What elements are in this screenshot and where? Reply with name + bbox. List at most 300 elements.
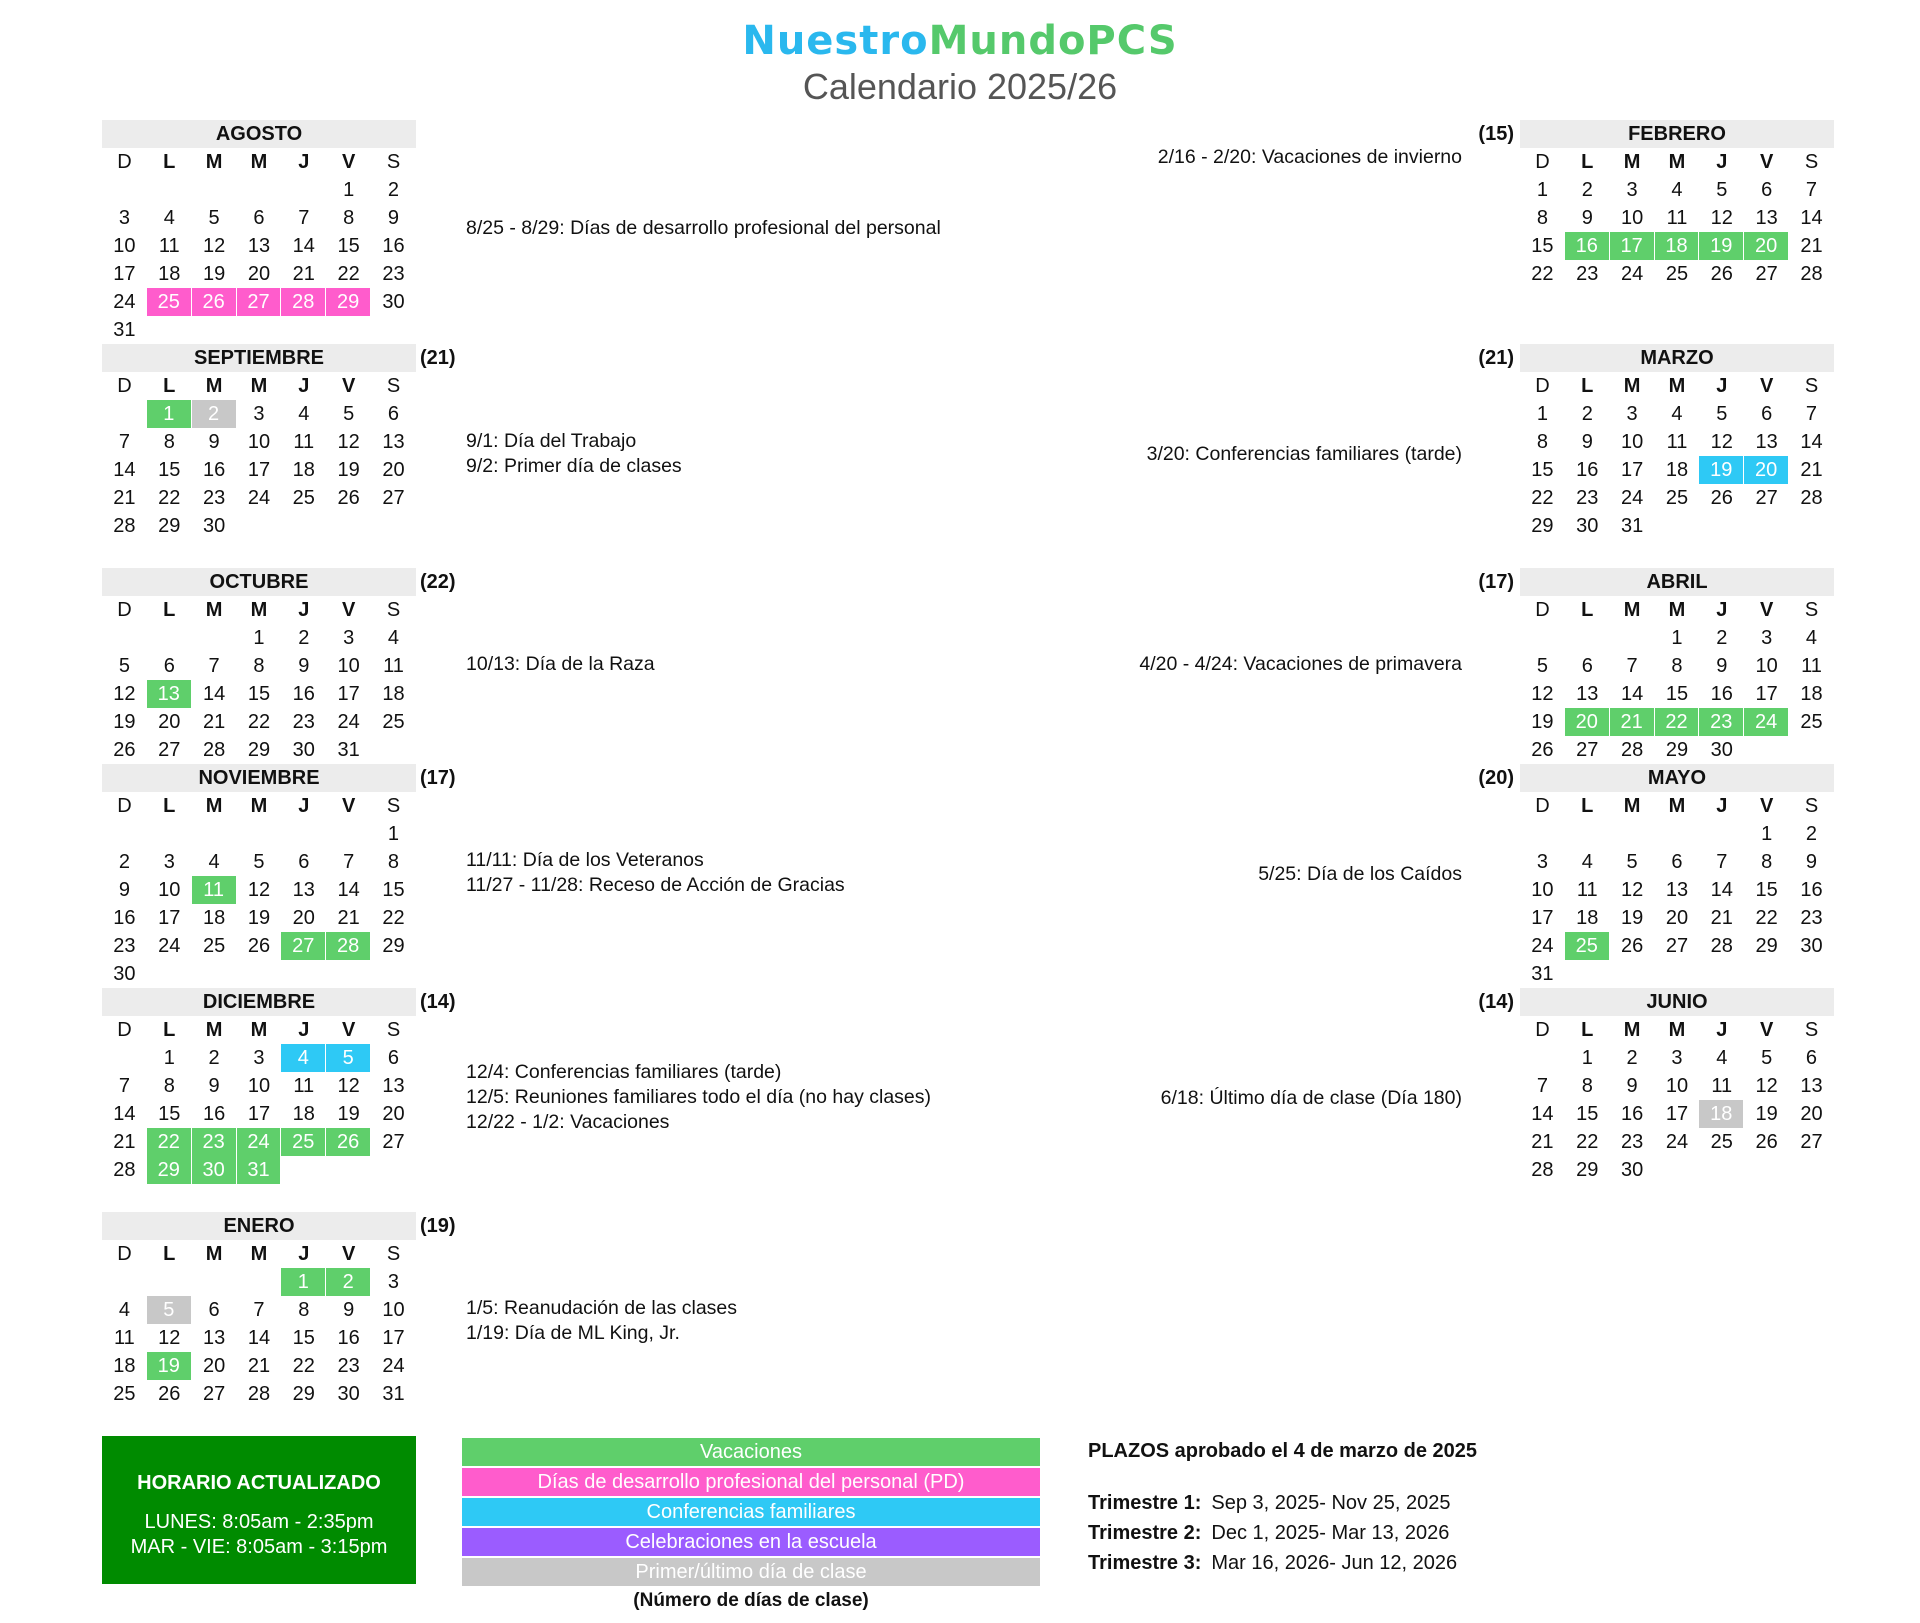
day-cell: 2 [118, 851, 130, 873]
day-cell [1655, 820, 1700, 848]
event-note: 12/5: Reuniones familiares todo el día (no hay clases) [466, 1086, 932, 1108]
day-cell: 8 [1536, 431, 1548, 453]
term-row [1088, 1518, 1477, 1548]
day-cell: 27 [281, 932, 326, 960]
day-cell: 22 [158, 487, 181, 509]
day-cell: 30 [113, 963, 136, 985]
day-cell: 30 [1710, 739, 1733, 761]
week-row [1520, 848, 1834, 876]
day-cell [1655, 512, 1700, 540]
day-cell: 10 [247, 1075, 271, 1097]
week-row [102, 1044, 416, 1072]
day-cell [1610, 820, 1655, 848]
day-cell: 23 [1576, 263, 1599, 285]
day-cell: 9 [387, 207, 400, 229]
day-cell: 10 [1620, 431, 1644, 453]
legend-vacations: Vacaciones [462, 1438, 1040, 1466]
day-cell: 3 [163, 851, 175, 873]
day-cell: 24 [382, 1355, 405, 1377]
week-row [102, 652, 416, 680]
day-cell: 25 [113, 1383, 136, 1405]
day-cell: 13 [292, 879, 315, 901]
day-cell: 4 [1716, 1047, 1728, 1069]
day-cell: 12 [1710, 431, 1733, 453]
notes-septiembre [466, 429, 682, 479]
day-cell: 1 [163, 1047, 175, 1069]
weekday-label: M [1623, 375, 1641, 397]
day-cell: 16 [292, 683, 315, 705]
day-cell [281, 316, 326, 344]
day-cell: 20 [382, 1103, 405, 1125]
week-row [102, 176, 416, 204]
weekday-label: D [1535, 599, 1550, 621]
day-cell: 27 [202, 1383, 226, 1405]
day-cell: 28 [1710, 935, 1733, 957]
day-cell [326, 960, 371, 988]
day-cell [102, 624, 147, 652]
weekday-label: J [1716, 599, 1728, 621]
day-cell [192, 1268, 237, 1296]
day-cell: 14 [1710, 879, 1733, 901]
legend-pd-days: Días de desarrollo profesional del personal (PD) [462, 1468, 1040, 1496]
day-cell: 20 [1800, 1103, 1823, 1125]
day-cell: 4 [1805, 627, 1818, 649]
day-cell [147, 176, 192, 204]
weekday-label: J [1716, 795, 1728, 817]
day-cell: 14 [113, 1103, 136, 1125]
weekday-label: V [1759, 1019, 1774, 1041]
school-day-count: (22) [420, 571, 456, 593]
school-day-count: (20) [1478, 767, 1514, 789]
day-cell: 25 [1800, 711, 1823, 733]
weekday-label: M [1623, 151, 1641, 173]
event-note: 10/13: Día de la Raza [466, 653, 655, 675]
school-day-count: (15) [1478, 123, 1514, 145]
day-cell: 19 [1531, 711, 1554, 733]
term-row [1088, 1548, 1477, 1578]
month-header: JUNIO [1520, 988, 1834, 1016]
day-cell: 1 [1536, 179, 1548, 201]
day-cell: 7 [208, 655, 220, 677]
day-cell: 22 [382, 907, 405, 929]
day-cell: 13 [147, 680, 192, 708]
week-row [102, 1072, 416, 1100]
day-cell: 30 [292, 739, 315, 761]
day-cell: 13 [1755, 207, 1778, 229]
day-cell [326, 512, 371, 540]
day-cell [102, 820, 147, 848]
event-note: 11/11: Día de los Veteranos [466, 849, 704, 871]
week-row [1520, 932, 1834, 960]
day-cell: 6 [1671, 851, 1683, 873]
day-cell [326, 1156, 371, 1184]
day-cell: 17 [1531, 907, 1554, 929]
day-cell: 8 [163, 431, 175, 453]
notes-noviembre [466, 848, 845, 898]
day-cell: 19 [1620, 907, 1644, 929]
day-cell [147, 316, 192, 344]
week-row [102, 960, 416, 988]
week-row [102, 260, 416, 288]
day-cell: 4 [208, 851, 220, 873]
weekday-row [102, 1240, 416, 1268]
weekday-row [102, 1016, 416, 1044]
day-cell: 12 [337, 431, 360, 453]
week-row [102, 400, 416, 428]
day-cell: 5 [326, 1044, 371, 1072]
day-cell: 25 [1665, 263, 1689, 285]
day-cell: 8 [1536, 207, 1548, 229]
day-cell: 24 [158, 935, 181, 957]
day-cell: 15 [292, 1327, 315, 1349]
day-cell: 23 [292, 711, 315, 733]
day-cell: 30 [1576, 515, 1599, 537]
week-row [1520, 1044, 1834, 1072]
week-row [1520, 624, 1834, 652]
day-cell: 13 [1755, 431, 1778, 453]
day-cell: 18 [113, 1355, 136, 1377]
day-cell: 26 [1710, 263, 1733, 285]
week-row [1520, 876, 1834, 904]
month-header: AGOSTO [102, 120, 416, 148]
day-cell [147, 1268, 192, 1296]
weekday-label: L [1581, 795, 1594, 817]
day-cell [237, 316, 282, 344]
day-cell: 27 [382, 487, 405, 509]
day-cell: 15 [1755, 879, 1778, 901]
day-cell: 23 [192, 1128, 237, 1156]
weekday-label: M [1668, 599, 1686, 621]
day-cell: 23 [113, 935, 136, 957]
day-cell: 23 [1576, 487, 1599, 509]
day-cell: 13 [382, 431, 405, 453]
day-cell: 2 [298, 627, 310, 649]
week-row [1520, 484, 1834, 512]
weekday-label: M [1668, 1019, 1686, 1041]
month-octubre [102, 568, 416, 764]
day-cell [1789, 512, 1834, 540]
day-cell: 26 [247, 935, 271, 957]
event-note: 9/1: Día del Trabajo [466, 430, 637, 452]
day-cell: 26 [1531, 739, 1554, 761]
day-cell: 4 [298, 403, 310, 425]
day-cell: 10 [158, 879, 181, 901]
weekday-label: D [117, 795, 132, 817]
day-cell: 28 [113, 515, 136, 537]
day-cell [1699, 1156, 1744, 1184]
day-cell: 29 [247, 739, 271, 761]
weekday-label: J [1716, 375, 1728, 397]
day-cell [1744, 960, 1789, 988]
day-cell: 9 [1805, 851, 1818, 873]
weekday-label: D [1535, 151, 1550, 173]
week-row [102, 288, 416, 316]
day-cell [326, 820, 371, 848]
day-cell: 15 [158, 1103, 181, 1125]
day-cell [1520, 820, 1565, 848]
day-cell: 27 [158, 739, 181, 761]
day-cell: 15 [1665, 683, 1689, 705]
term-range: Sep 3, 2025- Nov 25, 2025 [1211, 1492, 1451, 1514]
day-cell: 27 [1665, 935, 1689, 957]
day-cell: 22 [247, 711, 271, 733]
day-cell: 22 [1655, 708, 1700, 736]
day-cell [1655, 960, 1700, 988]
day-cell [102, 1268, 147, 1296]
week-row [102, 1352, 416, 1380]
day-cell: 18 [1576, 907, 1599, 929]
weekday-row [1520, 792, 1834, 820]
day-cell: 26 [1620, 935, 1644, 957]
day-cell [1699, 820, 1744, 848]
term-label: Trimestre 3: [1088, 1552, 1202, 1574]
weekday-label: M [1623, 1019, 1641, 1041]
day-cell [1610, 624, 1655, 652]
day-cell [1699, 960, 1744, 988]
day-cell: 2 [1716, 627, 1728, 649]
day-cell: 9 [208, 1075, 220, 1097]
day-cell: 1 [1761, 823, 1773, 845]
day-cell: 3 [387, 1271, 400, 1293]
day-cell [192, 176, 237, 204]
week-row [1520, 820, 1834, 848]
school-day-count: (21) [420, 347, 456, 369]
weekday-label: M [1668, 375, 1686, 397]
day-cell: 5 [1626, 851, 1638, 873]
day-cell [1520, 624, 1565, 652]
day-cell: 24 [1620, 487, 1644, 509]
notes-octubre [466, 652, 655, 677]
day-cell [326, 316, 371, 344]
day-cell: 15 [247, 683, 271, 705]
day-cell: 26 [192, 288, 237, 316]
school-day-count: (21) [1478, 347, 1514, 369]
day-cell: 19 [337, 1103, 360, 1125]
weekday-label: S [386, 795, 401, 817]
notes-agosto [466, 216, 941, 241]
day-cell: 29 [382, 935, 405, 957]
week-row [102, 904, 416, 932]
day-cell: 26 [326, 1128, 371, 1156]
day-cell: 14 [1620, 683, 1644, 705]
weekday-label: S [386, 375, 401, 397]
day-cell [281, 176, 326, 204]
day-cell: 11 [114, 1327, 135, 1349]
week-row [102, 204, 416, 232]
day-cell: 17 [1610, 232, 1655, 260]
weekday-label: S [386, 1019, 401, 1041]
day-cell: 23 [1800, 907, 1823, 929]
day-cell: 16 [202, 1103, 226, 1125]
day-cell: 5 [1536, 655, 1548, 677]
term-range: Mar 16, 2026- Jun 12, 2026 [1211, 1552, 1458, 1574]
school-day-count: (14) [420, 991, 456, 1013]
day-cell: 22 [1531, 263, 1554, 285]
weekday-label: J [298, 375, 310, 397]
weekday-label: J [298, 599, 310, 621]
day-cell: 24 [1744, 708, 1789, 736]
day-cell: 4 [387, 627, 400, 649]
week-row [102, 1296, 416, 1324]
day-cell: 12 [1620, 879, 1644, 901]
day-cell: 23 [1620, 1131, 1644, 1153]
day-cell: 7 [343, 851, 355, 873]
weekday-label: M [205, 1243, 223, 1265]
day-cell: 25 [1565, 932, 1610, 960]
day-cell: 24 [1665, 1131, 1689, 1153]
day-cell: 14 [337, 879, 360, 901]
week-row [102, 1380, 416, 1408]
weekday-label: J [298, 1019, 310, 1041]
day-cell: 14 [202, 683, 226, 705]
week-row [102, 512, 416, 540]
day-cell: 7 [298, 207, 310, 229]
weekday-label: M [1668, 795, 1686, 817]
notes-diciembre [466, 1060, 931, 1135]
day-cell: 5 [147, 1296, 192, 1324]
day-cell: 7 [1805, 179, 1818, 201]
event-note: 2/16 - 2/20: Vacaciones de invierno [1157, 146, 1462, 168]
week-row [102, 456, 416, 484]
day-cell [371, 512, 416, 540]
week-row [1520, 960, 1834, 988]
week-row [102, 1100, 416, 1128]
weekday-label: S [1804, 1019, 1819, 1041]
day-cell: 30 [337, 1383, 360, 1405]
day-cell [102, 176, 147, 204]
week-row [102, 932, 416, 960]
day-cell: 11 [1801, 655, 1822, 677]
weekday-label: M [205, 375, 223, 397]
day-cell: 20 [158, 711, 181, 733]
weekday-label: D [117, 599, 132, 621]
day-cell: 14 [113, 459, 136, 481]
day-cell: 12 [247, 879, 271, 901]
day-cell [192, 820, 237, 848]
day-cell: 6 [163, 655, 175, 677]
day-cell: 2 [1581, 179, 1593, 201]
day-cell: 9 [208, 431, 220, 453]
day-cell: 8 [253, 655, 265, 677]
day-cell [1744, 1156, 1789, 1184]
weekday-label: M [205, 795, 223, 817]
day-cell: 9 [298, 655, 310, 677]
day-cell: 22 [1576, 1131, 1599, 1153]
schedule-title: HORARIO ACTUALIZADO [137, 1472, 381, 1494]
weekday-label: D [117, 151, 132, 173]
day-cell [237, 960, 282, 988]
day-cell: 15 [158, 459, 181, 481]
week-row [1520, 456, 1834, 484]
week-row [1520, 904, 1834, 932]
day-cell: 27 [1755, 263, 1778, 285]
day-cell: 3 [1671, 1047, 1683, 1069]
day-cell: 24 [1620, 263, 1644, 285]
day-cell: 7 [1716, 851, 1728, 873]
day-cell: 10 [1531, 879, 1554, 901]
day-cell: 2 [1581, 403, 1593, 425]
day-cell: 25 [147, 288, 192, 316]
schedule-line-monday: LUNES: 8:05am - 2:35pm [144, 1511, 374, 1533]
day-cell: 25 [202, 935, 226, 957]
day-cell: 2 [192, 400, 237, 428]
weekday-label: M [250, 795, 268, 817]
event-note: 4/20 - 4/24: Vacaciones de primavera [1139, 653, 1462, 675]
day-cell: 1 [1581, 1047, 1593, 1069]
day-cell: 10 [1665, 1075, 1689, 1097]
legend-caption: (Número de días de clase) [633, 1590, 869, 1611]
day-cell: 19 [337, 459, 360, 481]
week-row [1520, 1100, 1834, 1128]
weekday-label: S [1804, 795, 1819, 817]
day-cell: 9 [343, 1299, 355, 1321]
day-cell: 28 [1620, 739, 1644, 761]
day-cell: 28 [326, 932, 371, 960]
weekday-row [1520, 1016, 1834, 1044]
month-noviembre [102, 764, 416, 988]
day-cell: 5 [1761, 1047, 1773, 1069]
legend [462, 1438, 1040, 1614]
day-cell: 18 [1655, 232, 1700, 260]
day-cell [102, 400, 147, 428]
day-cell: 28 [247, 1383, 271, 1405]
weekday-label: V [1759, 599, 1774, 621]
day-cell: 26 [1710, 487, 1733, 509]
day-cell: 18 [292, 1103, 315, 1125]
weekday-label: L [1581, 599, 1594, 621]
day-cell: 3 [1626, 403, 1638, 425]
month-agosto [102, 120, 416, 344]
weekday-row [102, 792, 416, 820]
day-cell: 28 [281, 288, 326, 316]
day-cell: 12 [1710, 207, 1733, 229]
day-cell: 19 [1699, 456, 1744, 484]
day-cell: 9 [1581, 431, 1593, 453]
day-cell: 21 [292, 263, 315, 285]
day-cell [1789, 736, 1834, 764]
day-cell: 19 [1755, 1103, 1778, 1125]
day-cell: 1 [147, 400, 192, 428]
day-cell: 25 [1665, 487, 1689, 509]
day-cell: 20 [292, 907, 315, 929]
day-cell: 29 [1665, 739, 1689, 761]
weekday-label: V [1759, 375, 1774, 397]
week-row [1520, 652, 1834, 680]
day-cell: 15 [337, 235, 360, 257]
day-cell: 15 [1531, 235, 1554, 257]
day-cell [1610, 960, 1655, 988]
day-cell: 10 [1755, 655, 1778, 677]
week-row [102, 848, 416, 876]
weekday-label: D [117, 1019, 132, 1041]
day-cell: 30 [192, 1156, 237, 1184]
day-cell: 11 [383, 655, 404, 677]
month-header: OCTUBRE [102, 568, 416, 596]
day-cell: 3 [253, 403, 265, 425]
day-cell: 6 [1805, 1047, 1818, 1069]
week-row [1520, 204, 1834, 232]
day-cell: 18 [292, 459, 315, 481]
day-cell: 17 [158, 907, 181, 929]
day-cell: 4 [1671, 179, 1683, 201]
week-row [1520, 428, 1834, 456]
day-cell: 18 [1699, 1100, 1744, 1128]
day-cell: 15 [1576, 1103, 1599, 1125]
weekday-label: V [1759, 151, 1774, 173]
day-cell: 11 [293, 431, 315, 453]
day-cell: 13 [247, 235, 271, 257]
day-cell: 20 [1744, 456, 1789, 484]
